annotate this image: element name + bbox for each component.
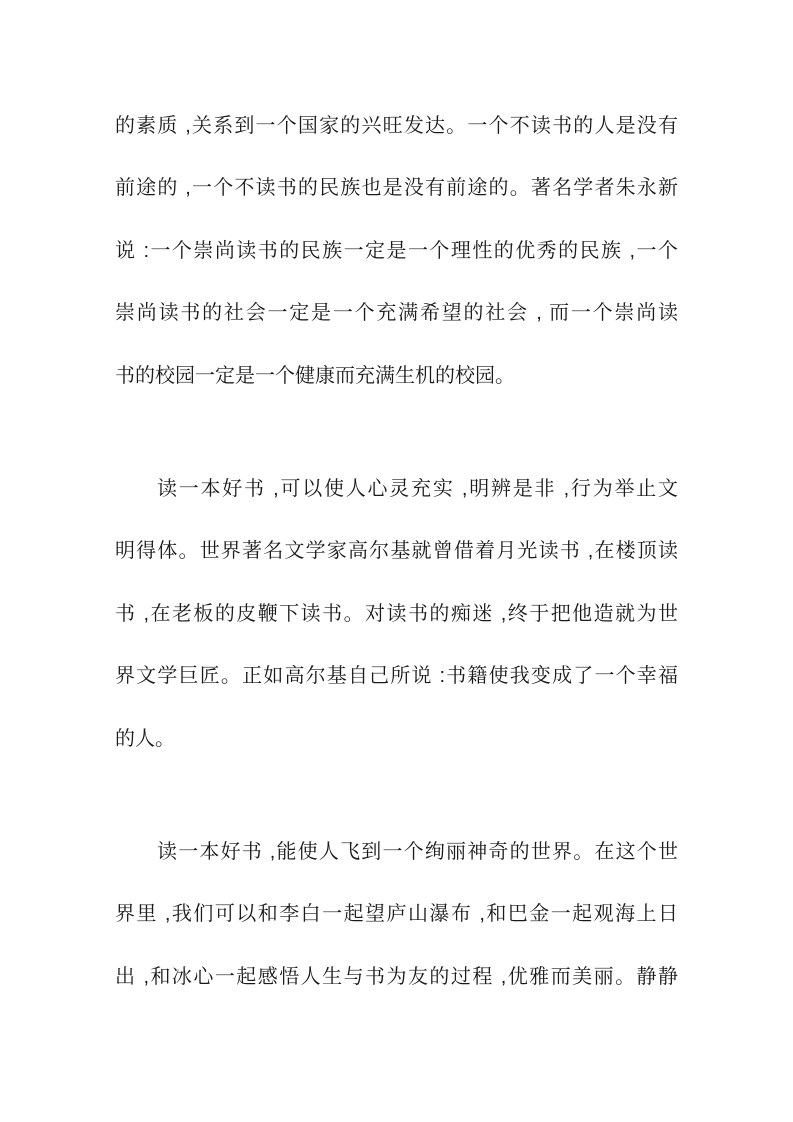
paragraph bbox=[115, 821, 678, 1008]
text-line: 出 ,和冰心一起感悟人生与书为友的过程 ,优雅而美丽。静静 bbox=[115, 965, 678, 988]
paragraph bbox=[115, 95, 678, 407]
paragraph bbox=[115, 458, 678, 770]
text-line: 明得体。世界著名文学家高尔基就曾借着月光读书 ,在楼顶读 bbox=[115, 540, 678, 563]
text-line: 书 ,在老板的皮鞭下读书。对读书的痴迷 ,终于把他造就为世 bbox=[115, 602, 678, 625]
text-line: 读一本好书 ,能使人飞到一个绚丽神奇的世界。在这个世 bbox=[157, 840, 678, 863]
text-line: 前途的 ,一个不读书的民族也是没有前途的。著名学者朱永新 bbox=[115, 177, 678, 200]
text-line: 的素质 ,关系到一个国家的兴旺发达。一个不读书的人是没有 bbox=[115, 115, 678, 137]
text-line: 崇尚读书的社会一定是一个充满希望的社会 , 而一个崇尚读 bbox=[115, 302, 678, 325]
text-line: 界文学巨匠。正如高尔基自己所说 :书籍使我变成了一个幸福 bbox=[115, 665, 678, 688]
text-line: 书的校园一定是一个健康而充满生机的校园。 bbox=[115, 364, 515, 387]
text-line: 说 :一个崇尚读书的民族一定是一个理性的优秀的民族 ,一个 bbox=[115, 239, 678, 262]
text-line: 的人。 bbox=[115, 727, 175, 750]
text-line: 界里 ,我们可以和李白一起望庐山瀑布 ,和巴金一起观海上日 bbox=[115, 903, 678, 926]
text-line: 读一本好书 ,可以使人心灵充实 ,明辨是非 ,行为举止文 bbox=[157, 477, 678, 500]
